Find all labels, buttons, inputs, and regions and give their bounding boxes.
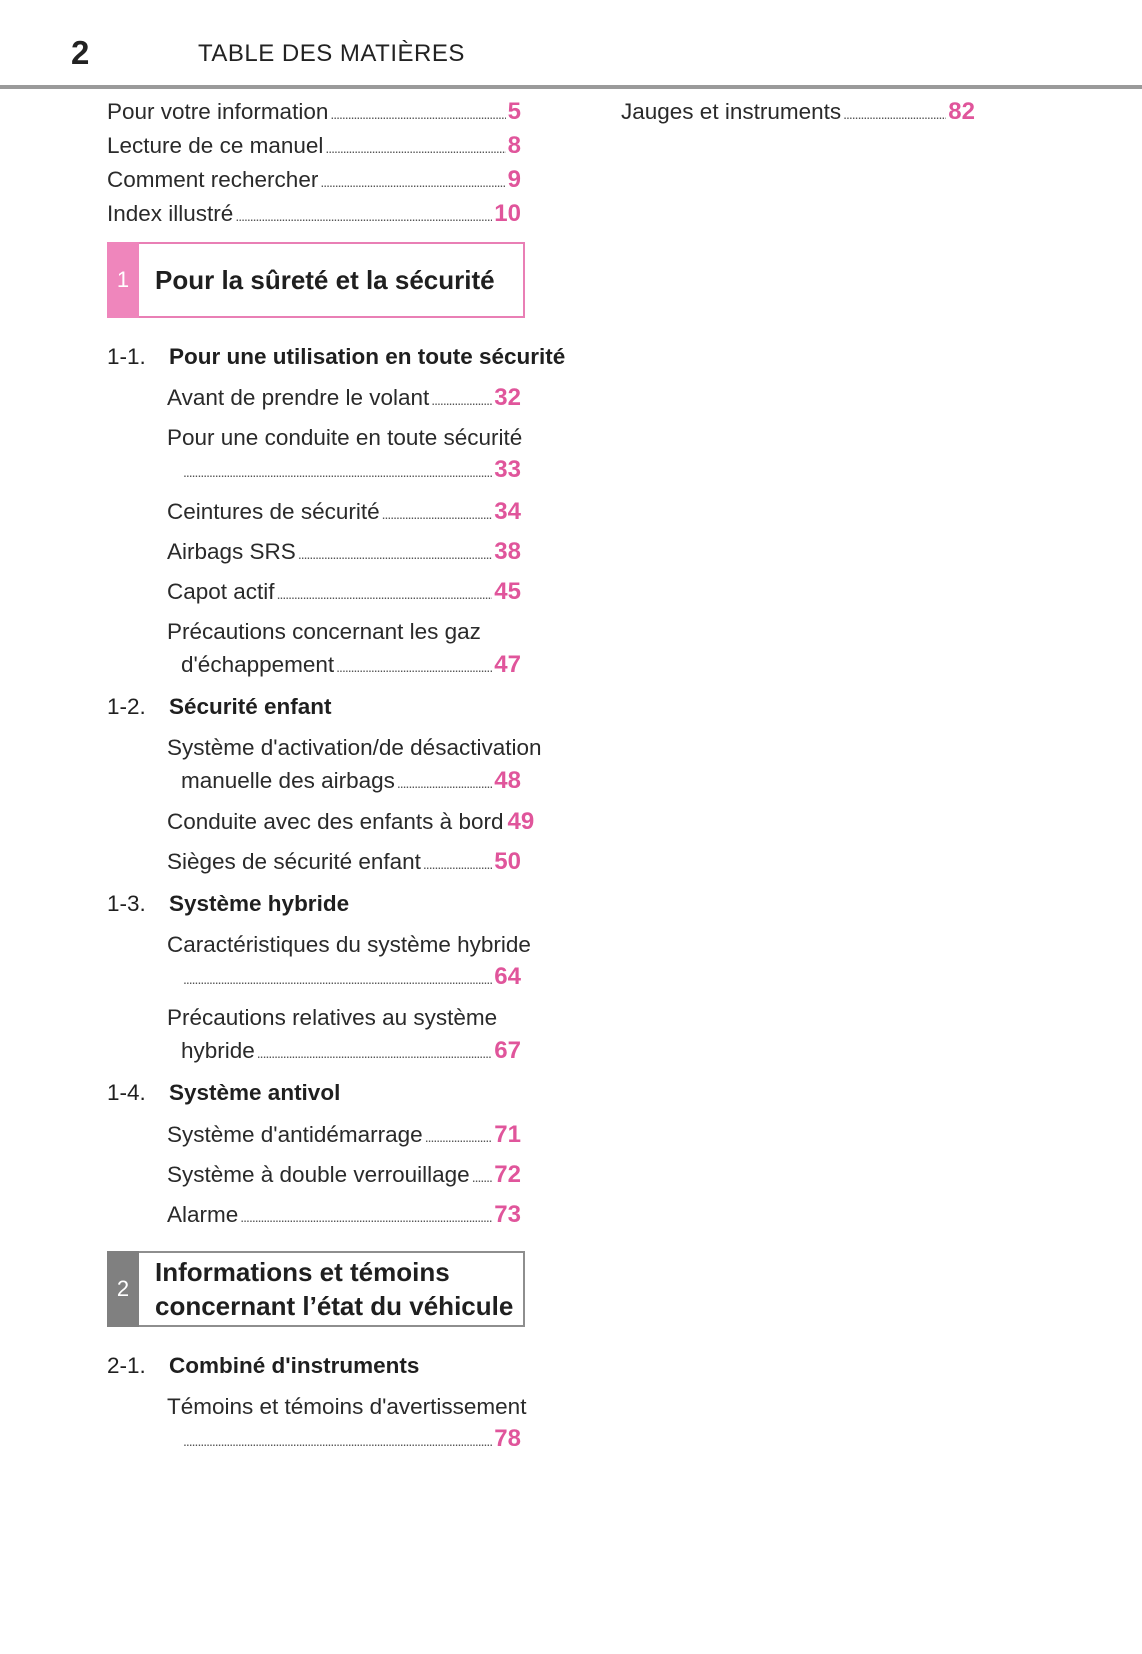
header-divider (0, 85, 1142, 89)
toc-entry-page: 10 (494, 200, 521, 227)
toc-entry-page: 82 (948, 98, 975, 125)
chapter-2-header[interactable] (107, 1251, 525, 1327)
toc-entry[interactable] (621, 98, 975, 126)
toc-entry-label: Conduite avec des enfants à bord (167, 809, 504, 834)
toc-entry-label: Alarme (167, 1202, 239, 1227)
toc-entry-page: 38 (494, 538, 521, 565)
toc-entry-label: Airbags SRS (167, 539, 296, 564)
toc-entry[interactable] (181, 963, 521, 991)
toc-entry[interactable] (167, 1201, 521, 1229)
leader-dots (183, 971, 492, 987)
toc-entry[interactable] (181, 1425, 521, 1453)
leader-dots (431, 392, 492, 408)
toc-entry-page: 71 (494, 1121, 521, 1148)
toc-entry-page: 34 (494, 498, 521, 525)
section-title: Système antivol (169, 1080, 341, 1105)
toc-entry-label: Système à double verrouillage (167, 1162, 470, 1187)
toc-entry-label: Avant de prendre le volant (167, 385, 430, 410)
leader-dots (183, 464, 492, 480)
leader-dots (843, 106, 946, 122)
toc-entry-page: 64 (494, 963, 521, 990)
toc-entry-page: 73 (494, 1201, 521, 1228)
toc-entry[interactable] (107, 200, 521, 228)
leader-dots (397, 775, 492, 791)
toc-entry[interactable] (181, 767, 521, 795)
leader-dots (320, 174, 505, 190)
leader-dots (423, 856, 492, 872)
leader-dots (183, 1433, 492, 1449)
section-heading[interactable]: 1-4. Système antivol (107, 1080, 341, 1105)
leader-dots (330, 106, 505, 122)
section-heading[interactable]: 1-3. Système hybride (107, 891, 350, 916)
toc-entry-page: 49 (507, 808, 535, 835)
leader-dots (425, 1129, 493, 1145)
toc-entry-page: 78 (494, 1425, 521, 1452)
toc-entry-label: Jauges et instruments (621, 99, 842, 124)
chapter-number-tab: 2 (107, 1251, 139, 1327)
leader-dots (277, 586, 493, 602)
toc-entry[interactable] (167, 538, 521, 566)
leader-dots (382, 506, 493, 522)
toc-entry-label[interactable]: Système d'activation/de désactivation (167, 735, 542, 760)
toc-entry[interactable] (167, 1121, 521, 1149)
toc-entry-page: 47 (494, 651, 521, 678)
toc-entry-page: 8 (507, 132, 521, 159)
toc-entry-label[interactable]: Caractéristiques du système hybride (167, 932, 531, 957)
leader-dots (235, 208, 492, 224)
toc-entry-label: Système d'antidémarrage (167, 1122, 423, 1147)
section-heading[interactable]: 1-2. Sécurité enfant (107, 694, 332, 719)
toc-entry-label: Lecture de ce manuel (107, 133, 324, 158)
toc-entry-page: 48 (494, 767, 521, 794)
toc-entry-label[interactable]: Précautions relatives au système (167, 1005, 498, 1030)
toc-entry-label[interactable]: Précautions concernant les gaz (167, 619, 481, 644)
toc-entry[interactable] (167, 808, 535, 836)
toc-entry-page: 5 (507, 98, 521, 125)
chapter-number-tab: 1 (107, 242, 139, 318)
toc-entry-label: Ceintures de sécurité (167, 499, 380, 524)
leader-dots (472, 1169, 493, 1185)
page-title: TABLE DES MATIÈRES (198, 40, 465, 67)
toc-entry[interactable] (181, 456, 521, 484)
toc-entry-page: 33 (494, 456, 521, 483)
toc-entry[interactable] (107, 166, 521, 194)
toc-entry-page: 50 (494, 848, 521, 875)
section-title: Pour une utilisation en toute sécurité (169, 344, 566, 369)
chapter-title: Informations et témoins concernant l’état du véhicule (155, 1257, 514, 1321)
section-heading[interactable]: 1-1. Pour une utilisation en toute sécurité (107, 344, 566, 369)
leader-dots (257, 1045, 493, 1061)
section-title: Combiné d'instruments (169, 1353, 420, 1378)
toc-entry-label: Pour votre information (107, 99, 329, 124)
toc-entry[interactable] (167, 1161, 521, 1189)
leader-dots (240, 1209, 492, 1225)
toc-entry[interactable] (107, 98, 521, 126)
toc-entry[interactable] (167, 578, 521, 606)
toc-entry-page: 72 (494, 1161, 521, 1188)
toc-entry[interactable] (181, 1037, 521, 1065)
page-header (0, 0, 1142, 90)
leader-dots (298, 546, 492, 562)
toc-entry-page: 67 (494, 1037, 521, 1064)
toc-entry-label[interactable]: Témoins et témoins d'avertissement (167, 1394, 527, 1419)
section-title: Système hybride (169, 891, 350, 916)
chapter-1-header[interactable] (107, 242, 525, 318)
toc-entry-page: 32 (494, 384, 521, 411)
toc-entry-page: 9 (507, 166, 521, 193)
toc-entry-label: hybride (181, 1038, 255, 1063)
toc-entry[interactable] (107, 132, 521, 160)
toc-entry-label: Sièges de sécurité enfant (167, 849, 421, 874)
toc-entry-label: Comment rechercher (107, 167, 319, 192)
section-heading[interactable]: 2-1. Combiné d'instruments (107, 1353, 420, 1378)
toc-entry[interactable] (167, 848, 521, 876)
toc-entry-label[interactable]: Pour une conduite en toute sécurité (167, 425, 523, 450)
toc-entry[interactable] (167, 498, 521, 526)
section-title: Sécurité enfant (169, 694, 332, 719)
toc-entry-label: Index illustré (107, 201, 234, 226)
toc-entry-label: d'échappement (181, 652, 335, 677)
toc-entry-page: 45 (494, 578, 521, 605)
toc-entry-label: manuelle des airbags (181, 768, 395, 793)
toc-entry-label: Capot actif (167, 579, 275, 604)
toc-entry[interactable] (181, 651, 521, 679)
toc-entry[interactable] (167, 384, 521, 412)
leader-dots (325, 140, 505, 156)
chapter-title: Pour la sûreté et la sécurité (155, 265, 495, 295)
page-number: 2 (71, 34, 90, 71)
leader-dots (336, 659, 492, 675)
